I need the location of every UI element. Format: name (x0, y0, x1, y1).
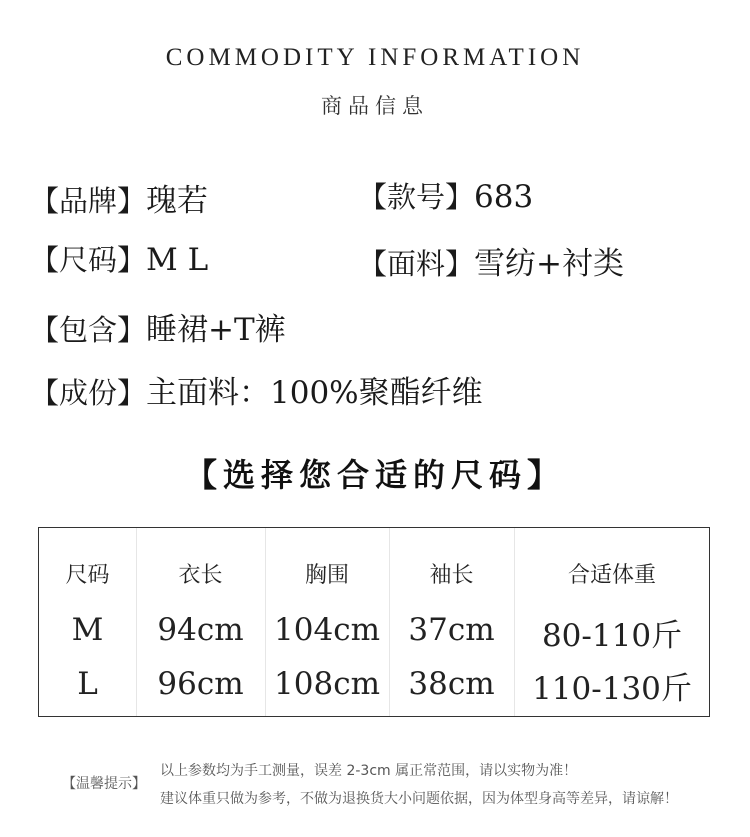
cell-length: 94cm (157, 612, 244, 648)
contains-value: 睡裙+T裤 (146, 312, 286, 348)
tip-label: 【温馨提示】 (62, 776, 146, 792)
cell-sleeve: 38cm (408, 666, 495, 702)
model-key: 【款号】 (358, 180, 475, 214)
header-length: 衣长 (178, 563, 223, 588)
brand-key: 【品牌】 (30, 184, 147, 218)
fabric-value: 雪纺+衬类 (474, 246, 624, 282)
header-weight: 合适体重 (567, 563, 656, 588)
composition-value: 主面料：100%聚酯纤维 (146, 375, 483, 411)
size-key: 【尺码】 (30, 243, 147, 277)
cell-size: L (77, 666, 98, 702)
cell-length: 96cm (157, 666, 244, 702)
model-value: 683 (474, 179, 534, 215)
cell-size: M (71, 612, 104, 648)
contains-row (30, 304, 286, 349)
cell-weight: 80-110斤 (541, 618, 683, 654)
size-section-title: 【选择您合适的尺码】 (184, 456, 565, 494)
cell-bust: 108cm (274, 666, 380, 702)
composition-row (30, 367, 483, 412)
title-english: COMMODITY INFORMATION (165, 44, 585, 71)
tip-line-2: 建议体重只做为参考，不做为退换货大小问题依据，因为体型身高等差异，请谅解！ (160, 791, 678, 807)
cell-bust: 104cm (274, 612, 380, 648)
brand-row (30, 175, 208, 220)
cell-weight: 110-130斤 (532, 671, 692, 707)
brand-value: 瑰若 (146, 183, 209, 219)
header-size: 尺码 (65, 563, 110, 588)
size-row (30, 238, 208, 279)
fabric-key: 【面料】 (358, 247, 475, 281)
header-sleeve: 袖长 (429, 563, 474, 588)
tip-line-1: 以上参数均为手工测量，误差 2-3cm 属正常范围，请以实物为准！ (160, 763, 578, 779)
composition-key: 【成份】 (30, 376, 147, 410)
size-table (38, 527, 710, 717)
model-row (358, 175, 533, 216)
contains-key: 【包含】 (30, 313, 147, 347)
cell-sleeve: 37cm (408, 612, 495, 648)
fabric-row (358, 238, 624, 283)
title-chinese: 商品信息 (321, 94, 429, 118)
header-bust: 胸围 (304, 563, 349, 588)
size-value: M L (146, 242, 209, 278)
